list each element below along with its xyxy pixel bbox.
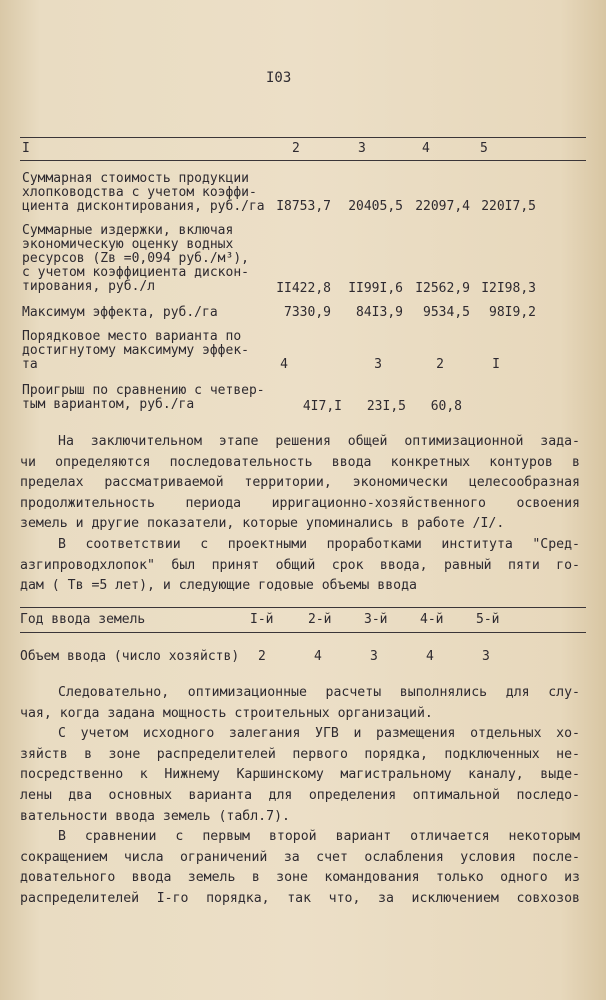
paragraph-2-line: сокращением числа ограничений за счет ослабления условия после- (20, 849, 580, 865)
table2-top-rule (20, 607, 586, 608)
paragraph-2-line: посредственно к Нижнему Каршинскому магистральному каналу, выде- (20, 767, 580, 783)
table1-row2-value-col4: I2562,9 (415, 281, 470, 296)
paragraph-2-line: довательного ввода земель в зоне командования только одного из (20, 870, 580, 886)
table1-row4-label-line1: Порядковое место варианта по (22, 329, 242, 344)
table2-year-2: 2-й (308, 612, 332, 627)
table1-row4-value-col3: 3 (374, 357, 382, 372)
table1-header-rule (20, 160, 586, 161)
table1-header-col3: 3 (358, 141, 366, 156)
table1-row1-label-line3: циента дисконтирования, руб./га (22, 199, 265, 214)
paragraph-1-line: дам ( Tв =5 лет), и следующие годовые объемы ввода (20, 578, 417, 594)
paragraph-2-line: С учетом исходного залегания УГВ и размещения отдельных хо- (58, 726, 580, 742)
table1-row4-value-col2: 4 (280, 357, 288, 372)
table1-row4-value-col5: I (492, 357, 500, 372)
page-number: I03 (266, 70, 292, 86)
paragraph-1-line: чи определяются последовательность ввода конкретных контуров в (20, 454, 580, 470)
table1-row3-value-col3: 84I3,9 (356, 305, 403, 320)
table1-row2-label-line1: Суммарные издержки, включая (22, 223, 234, 238)
paragraph-1 (20, 432, 580, 597)
table1-top-rule (20, 137, 586, 138)
paragraph-1-line: На заключительном этапе решения общей оптимизационной зада- (58, 434, 580, 449)
table2-value-4: 4 (426, 649, 434, 664)
paragraph-2-line: Следовательно, оптимизационные расчеты выполнялись для слу- (58, 685, 580, 700)
table1-row5-value-col3: 23I,5 (366, 399, 406, 414)
paragraph-2 (20, 683, 580, 910)
paragraph-2-line: распределителей I-го порядка, так что, за исключением совхозов (20, 890, 580, 906)
paragraph-2-line: вательности ввода земель (табл.7). (20, 808, 290, 824)
paragraph-2-line: зяйств в зоне распределителей первого порядка, подключенных не- (20, 746, 580, 762)
paragraph-2-line: чая, когда задана мощность строительных организаций. (20, 705, 433, 721)
table1-row2-value-col2: II422,8 (276, 281, 331, 296)
table1-header-col1: I (22, 141, 30, 156)
table1-row5-value-col2: 4I7,I (302, 399, 342, 414)
table2-year-1: I-й (250, 612, 274, 627)
paragraph-2-line: лены два основных варианта для определения оптимальной последо- (20, 787, 580, 803)
table1-row1-label-line2: хлопководства с учетом коэффи- (22, 185, 257, 200)
table1-row3-value-col2: 7330,9 (284, 305, 331, 320)
table2-year-5: 5-й (476, 612, 500, 627)
table1-row1-value-col5: 220I7,5 (481, 199, 536, 214)
table2-value-5: 3 (482, 649, 490, 664)
paragraph-1-line: пределах рассматриваемой территории, экономически целесообразная (20, 475, 580, 491)
paragraph-2-line: В сравнении с первым второй вариант отличается некоторым (58, 829, 580, 845)
table1-row2-label-line2: экономическую оценку водных (22, 237, 234, 252)
table1-row5-value-col4: 60,8 (430, 399, 462, 414)
table2-value-3: 3 (370, 649, 378, 664)
table2-header-rule (20, 632, 586, 633)
table2-header-label: Год ввода земель (20, 612, 146, 627)
table1-row1-value-col2: I8753,7 (276, 199, 331, 214)
table1-row5-label-line2: тым вариантом, руб./га (22, 397, 195, 412)
table1-row2-value-col5: I2I98,3 (481, 281, 536, 296)
table1-row1-value-col3: 20405,5 (348, 199, 403, 214)
table1-row4-label-line3: та (22, 357, 38, 372)
table1-row4-value-col4: 2 (436, 357, 444, 372)
table1-header-col5: 5 (480, 141, 488, 156)
table1-header-col4: 4 (422, 141, 430, 156)
table1-row5-label-line1: Проигрыш по сравнению с четвер- (22, 383, 265, 398)
table1-row2-label-line3: ресурсов (Zв =0,094 руб./м³), (22, 251, 249, 266)
table2-year-3: 3-й (364, 612, 388, 627)
paragraph-1-line: В соответствии с проектными проработками института "Сред- (58, 536, 580, 552)
table1-row3-label: Максимум эффекта, руб./га (22, 305, 218, 320)
paragraph-1-line: азгипроводхлопок" был принят общий срок ввода, равный пяти го- (20, 557, 580, 573)
table1-row1-value-col4: 22097,4 (415, 199, 470, 214)
table2-year-4: 4-й (420, 612, 444, 627)
table1-row2-value-col3: II99I,6 (348, 281, 403, 296)
table1-row2-label-line5: тирования, руб./л (22, 279, 156, 294)
table1-row3-value-col4: 9534,5 (423, 305, 470, 320)
table1-header-col2: 2 (292, 141, 300, 156)
table1-row3-value-col5: 98I9,2 (489, 305, 536, 320)
table1-row2-label-line4: с учетом коэффициента дискон- (22, 265, 249, 280)
table1-row4-label-line2: достигнутому максимуму эффек- (22, 343, 249, 358)
paragraph-1-line: продолжительность периода ирригационно-хозяйственного освоения (20, 495, 580, 511)
paragraph-1-line: земель и другие показатели, которые упоминались в работе /I/. (20, 516, 505, 532)
table2-row-label: Объем ввода (число хозяйств) (20, 649, 240, 664)
table2-value-1: 2 (258, 649, 266, 664)
table1-row1-label-line1: Суммарная стоимость продукции (22, 171, 249, 186)
table2-value-2: 4 (314, 649, 322, 664)
